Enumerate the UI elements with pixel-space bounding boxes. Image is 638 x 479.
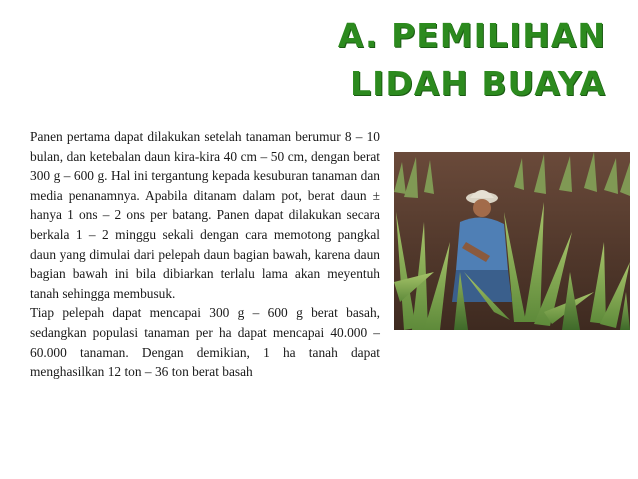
slide-title [266,12,606,108]
title-line-1: A. PEMILIHAN [337,16,606,55]
paragraph-harvest: Panen pertama dapat dilakukan setelah tanaman berumur 8 – 10 bulan, dan ketebalan daun kira-kira 40 cm – 50 cm, dengan berat 300 g – 600 g. Hal ini tergantung kepada kesuburan tanaman dan media penanamnya. Apabila ditanam dalam pot, berat daun ± hanya 1 ons – 2 ons per batang. Panen dapat dilakukan secara berkala 1 – 2 minggu sekali dengan cara memotong pangkal daun yang dimulai dari pelepah daun bagian bawah, karena daun bagian bawah ini bila dibiarkan terlalu lama akan meyentuh tanah sehingga membusuk. [30,129,380,301]
title-line-2: LIDAH BUAYA [350,64,606,103]
paragraph-yield: Tiap pelepah dapat mencapai 300 g – 600 g berat basah, sedangkan populasi tanaman per ha dapat mencapai 40.000 – 60.000 tanaman. Dengan demikian, 1 ha tanah dapat menghasilkan 12 ton – 36 ton berat basah [30,305,380,380]
aloe-vera-farmer-photo [394,152,630,330]
body-text [30,127,380,382]
